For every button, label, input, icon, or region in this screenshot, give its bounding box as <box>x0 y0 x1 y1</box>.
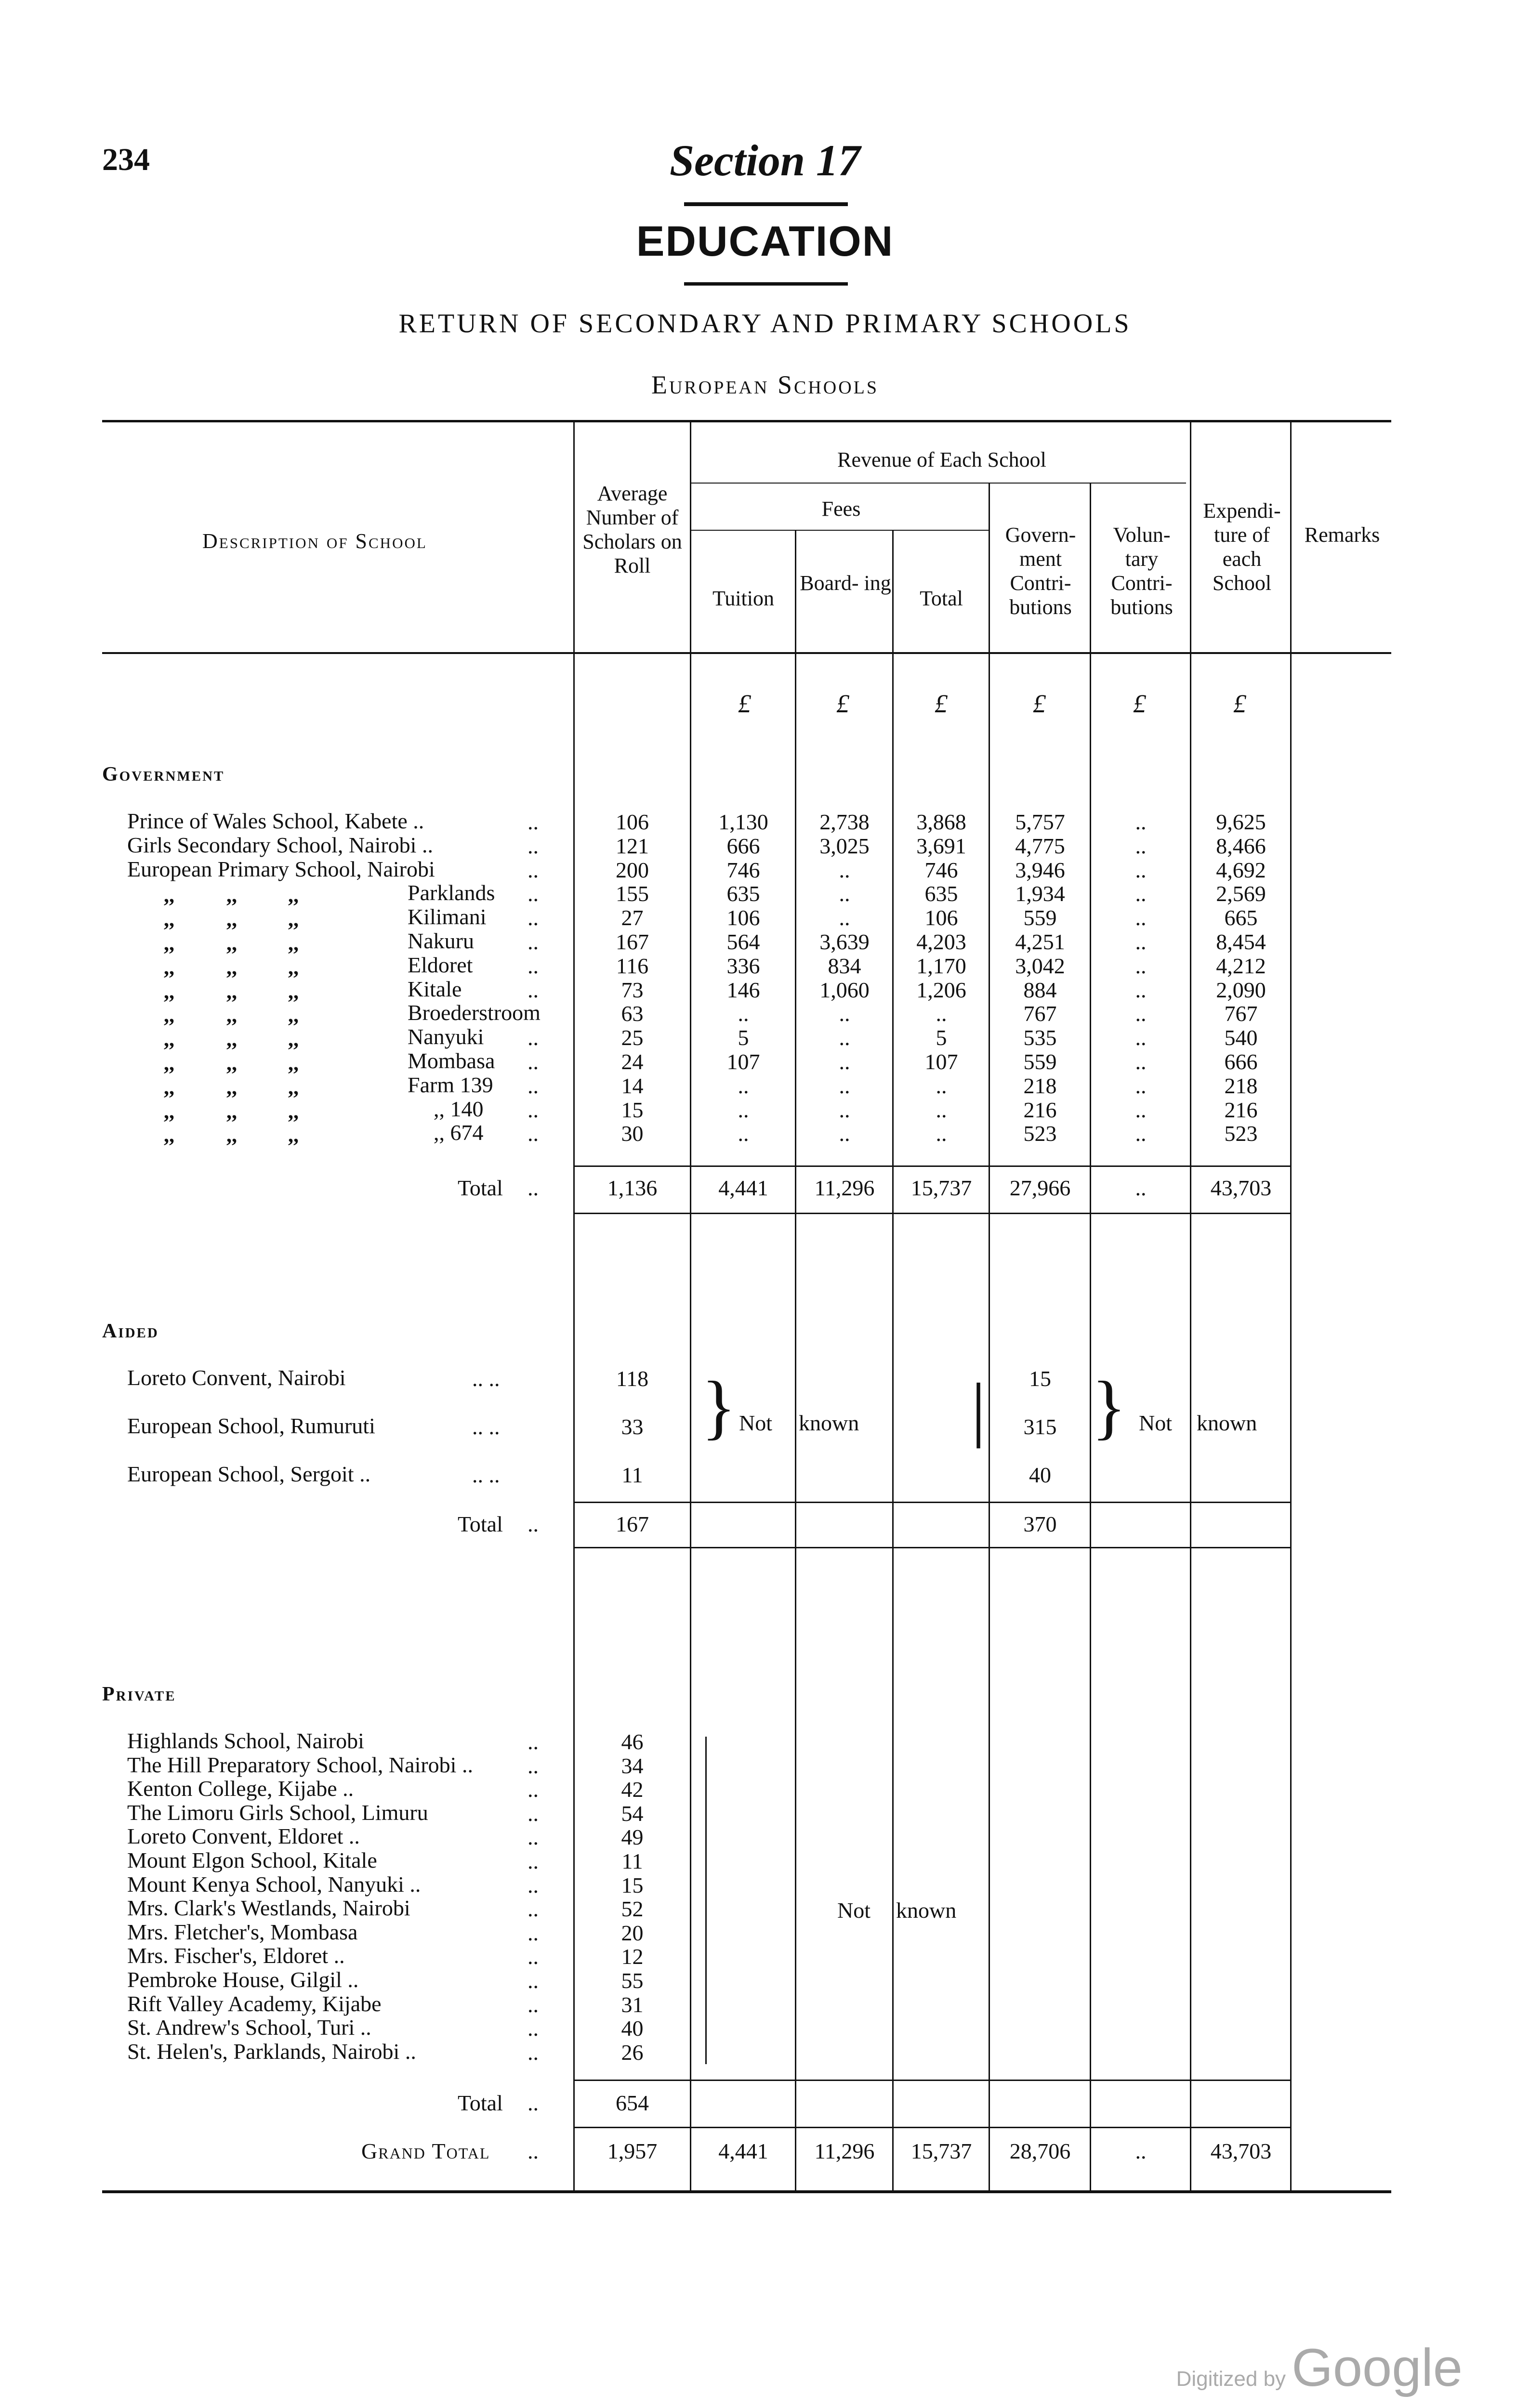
cell-vol: .. <box>1135 833 1147 858</box>
cell-tuition: 106 <box>726 905 760 930</box>
cell-avg: 52 <box>621 1897 644 1922</box>
ditto-mark: ,, <box>288 883 299 907</box>
school-name: Eldoret <box>408 952 473 977</box>
cell-gov: 3,946 <box>1015 857 1065 882</box>
cell-total: 3,868 <box>916 810 966 834</box>
cell-total: 1,170 <box>916 953 966 978</box>
ditto-mark: ,, <box>226 931 237 955</box>
description-header: Description of School <box>202 529 427 553</box>
cell-avg: 33 <box>621 1414 644 1439</box>
ditto-mark: ,, <box>226 1051 237 1075</box>
page-number: 234 <box>102 142 150 177</box>
cell-avg: 54 <box>621 1801 644 1826</box>
ditto-mark: ,, <box>226 979 237 1003</box>
cell-total: 107 <box>924 1049 958 1074</box>
cell-total: 106 <box>924 905 958 930</box>
school-name: Broederstroom <box>408 1000 541 1025</box>
cell-boarding: 3,639 <box>819 929 870 954</box>
ditto-mark: ,, <box>164 979 174 1003</box>
total-avg: 1,136 <box>607 1176 658 1200</box>
cell-gov: 40 <box>1029 1463 1051 1487</box>
cell-boarding: .. <box>839 857 850 882</box>
ditto-mark: ,, <box>226 1099 237 1123</box>
tuition-header: Tuition <box>712 587 774 610</box>
leader-dots: .. <box>528 1968 539 1993</box>
ditto-mark: ,, <box>164 1099 174 1123</box>
cell-tuition: 336 <box>726 953 760 978</box>
school-name: Pembroke House, Gilgil .. <box>127 1967 359 1992</box>
cell-avg: 11 <box>621 1849 643 1873</box>
cell-total: 3,691 <box>916 833 966 858</box>
school-name: Loreto Convent, Eldoret .. <box>127 1824 360 1849</box>
cell-boarding: 1,060 <box>819 977 870 1002</box>
currency-mark: £ <box>738 689 751 718</box>
average-header: Average Number of Scholars on Roll <box>582 482 682 577</box>
ditto-mark: ,, <box>164 1003 174 1027</box>
cell-avg: 25 <box>621 1025 644 1050</box>
cell-gov: 3,042 <box>1015 953 1065 978</box>
school-name: Girls Secondary School, Nairobi .. <box>127 832 433 857</box>
cell-tuition: 5 <box>738 1025 749 1050</box>
school-name: Mrs. Fischer's, Eldoret .. <box>127 1943 345 1968</box>
cell-avg: 34 <box>621 1753 644 1778</box>
leader-dots: .. .. <box>472 1463 500 1487</box>
cell-gov: 767 <box>1023 1001 1057 1026</box>
heading-rule <box>684 202 848 206</box>
cell-vol: .. <box>1135 977 1147 1002</box>
boarding-header: Board- ing <box>800 571 891 595</box>
leader-dots: .. <box>528 857 539 882</box>
total-label: Total <box>458 1176 503 1200</box>
school-name: Parklands <box>408 880 495 905</box>
grand-fees: 15,737 <box>910 2139 972 2163</box>
cell-exp: 767 <box>1224 1001 1258 1026</box>
leader-dots: .. <box>528 1777 539 1802</box>
cell-avg: 42 <box>621 1777 644 1802</box>
aided-known: known <box>799 1411 859 1435</box>
cell-tuition: 1,130 <box>718 810 768 834</box>
cell-vol: .. <box>1135 1049 1147 1074</box>
cell-gov: 4,775 <box>1015 833 1065 858</box>
cell-tuition: .. <box>738 1097 749 1122</box>
school-name: Mrs. Fletcher's, Mombasa <box>127 1919 358 1944</box>
cell-exp: 4,692 <box>1216 857 1266 882</box>
cell-boarding: .. <box>839 1049 850 1074</box>
currency-mark: £ <box>935 689 948 718</box>
cell-exp: 540 <box>1224 1025 1258 1050</box>
cell-exp: 216 <box>1224 1097 1258 1122</box>
ditto-mark: ,, <box>226 883 237 907</box>
leader-dots: .. <box>528 1049 539 1074</box>
school-name: Rift Valley Academy, Kijabe <box>127 1991 382 2016</box>
cell-avg: 73 <box>621 977 644 1002</box>
leader-dots: .. <box>528 2016 539 2041</box>
cell-exp: 665 <box>1224 905 1258 930</box>
cell-vol: .. <box>1135 810 1147 834</box>
total-fees: 15,737 <box>910 1176 972 1200</box>
aided-vol-not: Not <box>1139 1411 1172 1435</box>
cell-gov: 884 <box>1023 977 1057 1002</box>
cell-avg: 15 <box>621 1872 644 1898</box>
page-title: EDUCATION <box>636 217 894 265</box>
cell-avg: 118 <box>616 1366 649 1391</box>
cell-vol: .. <box>1135 905 1147 930</box>
ditto-mark: ,, <box>226 1027 237 1051</box>
cell-avg: 155 <box>616 881 649 906</box>
cell-avg: 24 <box>621 1049 644 1074</box>
grand-exp: 43,703 <box>1210 2139 1272 2163</box>
cell-exp: 523 <box>1224 1121 1258 1146</box>
ditto-mark: ,, <box>164 931 174 955</box>
school-name: Farm 139 <box>408 1072 493 1097</box>
leader-dots: .. <box>528 905 539 930</box>
cell-boarding: 2,738 <box>819 810 870 834</box>
cell-boarding: 834 <box>828 953 861 978</box>
revenue-header: Revenue of Each School <box>837 448 1046 471</box>
cell-vol: .. <box>1135 1073 1147 1098</box>
leader-dots: .. <box>528 881 539 906</box>
cell-avg: 20 <box>621 1920 644 1945</box>
cell-avg: 63 <box>621 1001 644 1026</box>
cell-gov: 15 <box>1029 1366 1051 1391</box>
leader-dots: .. <box>528 1097 539 1122</box>
aided-total-avg: 167 <box>616 1512 649 1536</box>
leader-dots: .. <box>528 1872 539 1898</box>
cell-exp: 2,090 <box>1216 977 1266 1002</box>
ditto-mark: ,, <box>288 1123 299 1147</box>
cell-avg: 30 <box>621 1121 644 1146</box>
leader-dots: .. <box>528 1944 539 1969</box>
ditto-mark: ,, <box>288 907 299 931</box>
group-private: Private <box>102 1683 176 1705</box>
ditto-mark: ,, <box>226 1075 237 1099</box>
ditto-mark: ,, <box>164 1123 174 1147</box>
cell-exp: 4,212 <box>1216 953 1266 978</box>
total-tuition: 4,441 <box>718 1176 768 1200</box>
ditto-mark: ,, <box>226 1003 237 1027</box>
cell-vol: .. <box>1135 1121 1147 1146</box>
aided-total-label: Total <box>458 1512 503 1536</box>
title-rule <box>684 282 848 286</box>
cell-exp: 9,625 <box>1216 810 1266 834</box>
school-name: Nanyuki <box>408 1024 484 1049</box>
cell-boarding: .. <box>839 1073 850 1098</box>
cell-avg: 46 <box>621 1729 644 1754</box>
ditto-mark: ,, <box>288 1075 299 1099</box>
grand-gov: 28,706 <box>1009 2139 1071 2163</box>
cell-gov: 523 <box>1023 1121 1057 1146</box>
aided-not: Not <box>739 1411 772 1435</box>
private-total-label: Total <box>458 2091 503 2115</box>
leader-dots: .. .. <box>472 1366 500 1391</box>
leader-dots: .. <box>528 2040 539 2065</box>
cell-gov: 5,757 <box>1015 810 1065 834</box>
cell-avg: 26 <box>621 2040 644 2065</box>
leader-dots: .. <box>528 953 539 978</box>
cell-avg: 116 <box>616 953 649 978</box>
cell-avg: 12 <box>621 1944 644 1969</box>
grand-boarding: 11,296 <box>814 2139 875 2163</box>
school-name: European School, Rumuruti <box>127 1413 375 1438</box>
cell-total: .. <box>936 1121 947 1146</box>
currency-mark: £ <box>1033 689 1046 718</box>
cell-boarding: .. <box>839 881 850 906</box>
private-known: known <box>896 1898 957 1923</box>
cell-exp: 2,569 <box>1216 881 1266 906</box>
school-name: Prince of Wales School, Kabete .. <box>127 809 424 833</box>
leader-dots: .. <box>528 833 539 858</box>
cell-vol: .. <box>1135 1097 1147 1122</box>
cell-total: 5 <box>936 1025 947 1050</box>
cell-vol: .. <box>1135 1001 1147 1026</box>
expenditure-header: Expendi- ture of each School <box>1203 499 1281 595</box>
cell-boarding: .. <box>839 1097 850 1122</box>
school-name: ,, 674 <box>434 1120 484 1145</box>
leader-dots: .. <box>528 1025 539 1050</box>
cell-total: 4,203 <box>916 929 966 954</box>
school-name: European Primary School, Nairobi <box>127 856 435 881</box>
cell-total: .. <box>936 1097 947 1122</box>
cell-vol: .. <box>1135 857 1147 882</box>
cell-boarding: .. <box>839 1025 850 1050</box>
leader-dots: .. <box>528 977 539 1002</box>
cell-tuition: 146 <box>726 977 760 1002</box>
school-name: European School, Sergoit .. <box>127 1462 371 1486</box>
cell-boarding: 3,025 <box>819 833 870 858</box>
remarks-header: Remarks <box>1304 523 1380 547</box>
cell-tuition: 564 <box>726 929 760 954</box>
cell-gov: 315 <box>1023 1414 1057 1439</box>
ditto-mark: ,, <box>288 1051 299 1075</box>
currency-mark: £ <box>1233 689 1246 718</box>
table-title: European Schools <box>651 370 879 399</box>
group-aided: Aided <box>102 1320 159 1342</box>
school-name: St. Helen's, Parklands, Nairobi .. <box>127 2039 416 2064</box>
ditto-mark: ,, <box>164 1051 174 1075</box>
school-name: St. Andrew's School, Turi .. <box>127 2015 371 2040</box>
cell-vol: .. <box>1135 881 1147 906</box>
leader-dots: .. <box>528 1849 539 1873</box>
cell-gov: 218 <box>1023 1073 1057 1098</box>
leader-dots: .. <box>528 1920 539 1945</box>
group-government: Government <box>102 763 225 785</box>
cell-tuition: .. <box>738 1121 749 1146</box>
cell-avg: 15 <box>621 1097 644 1122</box>
grand-total-label: Grand Total <box>361 2139 490 2163</box>
aided-total-gov: 370 <box>1023 1512 1057 1536</box>
cell-gov: 559 <box>1023 905 1057 930</box>
school-name: Kilimani <box>408 904 487 929</box>
school-name: ,, 140 <box>434 1096 484 1121</box>
cell-gov: 1,934 <box>1015 881 1065 906</box>
ditto-mark: ,, <box>288 1099 299 1123</box>
school-name: Mount Kenya School, Nanyuki .. <box>127 1871 421 1897</box>
leader-dots: .. <box>528 1729 539 1754</box>
digitized-watermark: Digitized by Google <box>1176 2338 1463 2397</box>
cell-vol: .. <box>1135 929 1147 954</box>
page-subtitle: RETURN OF SECONDARY AND PRIMARY SCHOOLS <box>398 309 1132 339</box>
cell-vol: .. <box>1135 953 1147 978</box>
cell-gov: 4,251 <box>1015 929 1065 954</box>
cell-total: .. <box>936 1073 947 1098</box>
cell-avg: 40 <box>621 2016 644 2041</box>
school-name: The Hill Preparatory School, Nairobi .. <box>127 1752 473 1777</box>
cell-boarding: .. <box>839 1121 850 1146</box>
cell-tuition: 635 <box>726 881 760 906</box>
ditto-mark: ,, <box>288 1027 299 1051</box>
cell-total: 746 <box>924 857 958 882</box>
cell-boarding: .. <box>839 905 850 930</box>
ditto-mark: ,, <box>226 1123 237 1147</box>
government-header: Govern- ment Contri- butions <box>1005 523 1076 619</box>
ditto-mark: ,, <box>288 931 299 955</box>
cell-exp: 666 <box>1224 1049 1258 1074</box>
ditto-mark: ,, <box>164 883 174 907</box>
leader-dots: .. <box>528 1753 539 1778</box>
aided-vol-known: known <box>1197 1411 1257 1435</box>
ditto-mark: ,, <box>288 955 299 979</box>
private-total-avg: 654 <box>616 2091 649 2115</box>
leader-dots: .. <box>528 1801 539 1826</box>
cell-exp: 8,466 <box>1216 833 1266 858</box>
cell-exp: 218 <box>1224 1073 1258 1098</box>
school-name: Kenton College, Kijabe .. <box>127 1776 354 1801</box>
school-name: Nakuru <box>408 929 474 953</box>
cell-avg: 121 <box>616 833 649 858</box>
cell-vol: .. <box>1135 1025 1147 1050</box>
ditto-mark: ,, <box>164 955 174 979</box>
school-name: The Limoru Girls School, Limuru <box>127 1800 428 1825</box>
cell-total: 635 <box>924 881 958 906</box>
cell-tuition: 107 <box>726 1049 760 1074</box>
cell-avg: 27 <box>621 905 644 930</box>
fees-header: Fees <box>821 497 861 521</box>
ditto-mark: ,, <box>226 907 237 931</box>
total-exp: 43,703 <box>1210 1176 1272 1200</box>
leader-dots: .. <box>528 1825 539 1850</box>
grand-vol: .. <box>1135 2139 1147 2163</box>
leader-dots: .. <box>528 1992 539 2017</box>
fees-total-header: Total <box>920 587 963 610</box>
voluntary-header: Volun- tary Contri- butions <box>1110 523 1173 619</box>
total-vol: .. <box>1135 1176 1147 1200</box>
leader-dots: .. <box>528 810 539 834</box>
cell-gov: 535 <box>1023 1025 1057 1050</box>
cell-tuition: 666 <box>726 833 760 858</box>
cell-avg: 14 <box>621 1073 644 1098</box>
cell-gov: 559 <box>1023 1049 1057 1074</box>
cell-total: 1,206 <box>916 977 966 1002</box>
cell-tuition: .. <box>738 1001 749 1026</box>
ditto-mark: ,, <box>164 1027 174 1051</box>
school-name: Kitale <box>408 976 462 1001</box>
cell-exp: 8,454 <box>1216 929 1266 954</box>
cell-avg: 55 <box>621 1968 644 1993</box>
cell-total: .. <box>936 1001 947 1026</box>
total-gov: 27,966 <box>1009 1176 1071 1200</box>
leader-dots: .. <box>528 1897 539 1922</box>
ditto-mark: ,, <box>226 955 237 979</box>
school-name: Loreto Convent, Nairobi <box>127 1365 346 1390</box>
school-name: Mrs. Clark's Westlands, Nairobi <box>127 1896 410 1921</box>
leader-dots: .. <box>528 1121 539 1146</box>
cell-avg: 31 <box>621 1992 644 2017</box>
cell-avg: 106 <box>616 810 649 834</box>
school-name: Highlands School, Nairobi <box>127 1728 364 1753</box>
section-heading: Section 17 <box>669 136 861 185</box>
cell-avg: 49 <box>621 1825 644 1850</box>
school-name: Mount Elgon School, Kitale <box>127 1848 377 1872</box>
school-name: Mombasa <box>408 1048 495 1073</box>
cell-tuition: .. <box>738 1073 749 1098</box>
ditto-mark: ,, <box>164 1075 174 1099</box>
cell-avg: 11 <box>621 1463 643 1487</box>
private-not: Not <box>837 1898 871 1923</box>
ditto-mark: ,, <box>288 979 299 1003</box>
currency-mark: £ <box>836 689 849 718</box>
cell-boarding: .. <box>839 1001 850 1026</box>
total-boarding: 11,296 <box>814 1176 875 1200</box>
leader-dots: .. .. <box>472 1414 500 1439</box>
cell-gov: 216 <box>1023 1097 1057 1122</box>
ditto-mark: ,, <box>164 907 174 931</box>
cell-tuition: 746 <box>726 857 760 882</box>
grand-tuition: 4,441 <box>718 2139 768 2163</box>
leader-dots: .. <box>528 929 539 954</box>
currency-mark: £ <box>1133 689 1146 718</box>
ditto-mark: ,, <box>288 1003 299 1027</box>
cell-avg: 200 <box>616 857 649 882</box>
cell-avg: 167 <box>616 929 649 954</box>
grand-avg: 1,957 <box>607 2139 658 2163</box>
leader-dots: .. <box>528 1073 539 1098</box>
